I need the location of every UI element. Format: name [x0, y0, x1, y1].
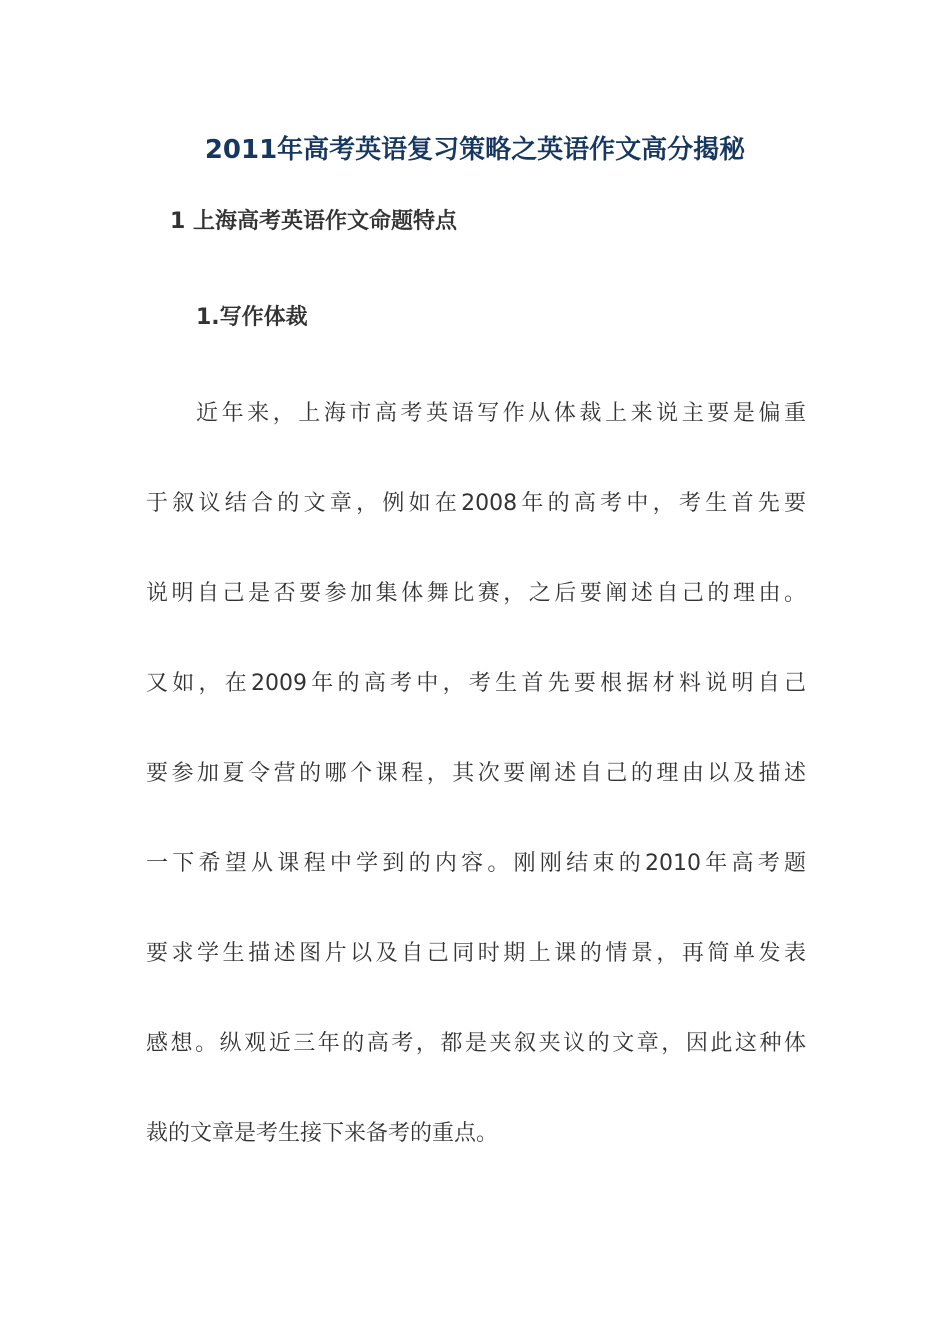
section-heading: 1 上海高考英语作文命题特点	[170, 209, 457, 234]
paragraph-line: 感想。纵观近三年的高考，都是夹叙夹议的文章，因此这种体	[146, 1031, 806, 1056]
document-title: 2011年高考英语复习策略之英语作文高分揭秘	[204, 135, 746, 165]
paragraph-line: 一下希望从课程中学到的内容。刚刚结束的2010年高考题	[146, 851, 806, 876]
paragraph-line: 说明自己是否要参加集体舞比赛，之后要阐述自己的理由。	[146, 581, 806, 606]
paragraph-line: 于叙议结合的文章，例如在2008年的高考中，考生首先要	[146, 491, 806, 516]
paragraph-line: 裁的文章是考生接下来备考的重点。	[146, 1121, 499, 1146]
sub-heading: 1.写作体裁	[196, 305, 308, 330]
paragraph-line: 近年来，上海市高考英语写作从体裁上来说主要是偏重	[196, 401, 806, 426]
paragraph-line: 又如，在2009年的高考中，考生首先要根据材料说明自己	[146, 671, 806, 696]
paragraph-line: 要求学生描述图片以及自己同时期上课的情景，再简单发表	[146, 941, 806, 966]
paragraph-line: 要参加夏令营的哪个课程，其次要阐述自己的理由以及描述	[146, 761, 806, 786]
